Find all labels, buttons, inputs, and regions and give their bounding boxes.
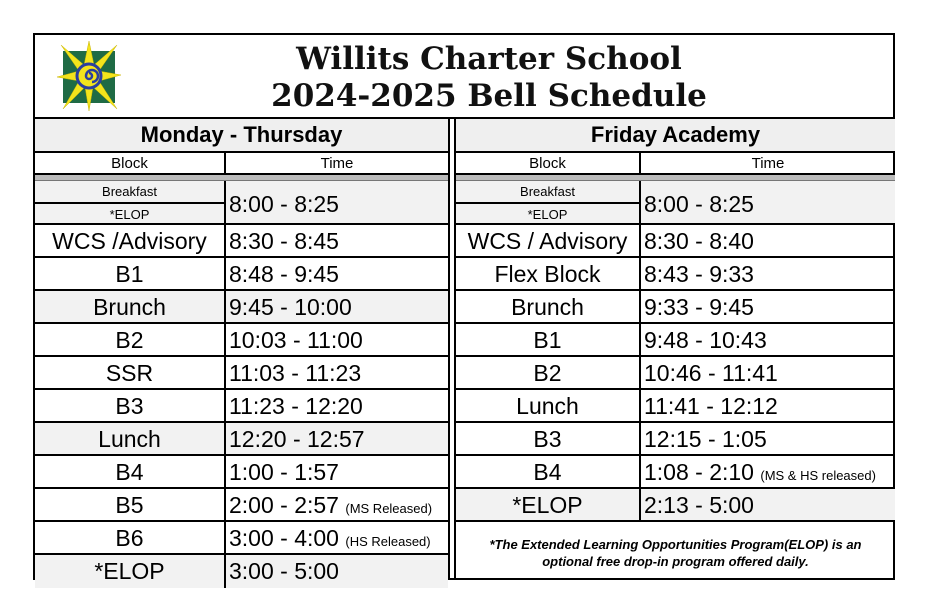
- time-value: 3:00 - 4:00: [229, 525, 339, 551]
- time-cell: [641, 225, 895, 256]
- time-cell: 8:00 - 8:25: [644, 191, 754, 217]
- table-row: [456, 258, 895, 291]
- table-row: [35, 423, 448, 456]
- block-cell: B4: [35, 456, 226, 487]
- time-cell: [641, 291, 895, 322]
- time-value: 12:20 - 12:57: [229, 426, 365, 452]
- block-cell: SSR: [35, 357, 226, 388]
- table-row: [456, 390, 895, 423]
- time-value: 12:15 - 1:05: [644, 426, 767, 452]
- table-row: [456, 489, 895, 522]
- table-row: [456, 324, 895, 357]
- time-value: 11:03 - 11:23: [229, 360, 362, 386]
- block-cell: *ELOP: [35, 555, 226, 588]
- block-cell: Lunch: [35, 423, 226, 454]
- section-title: Monday - Thursday: [35, 119, 448, 153]
- table-row: [456, 357, 895, 390]
- time-value: 8:30 - 8:40: [644, 228, 754, 254]
- time-cell: [641, 258, 895, 289]
- time-cell: [226, 456, 448, 487]
- table-row: [456, 291, 895, 324]
- block-cell: *ELOP: [109, 207, 150, 222]
- time-value: 9:33 - 9:45: [644, 294, 754, 320]
- block-header: Block: [456, 153, 641, 173]
- time-value: 10:03 - 11:00: [229, 327, 363, 353]
- block-cell: Brunch: [456, 291, 641, 322]
- table-row: [456, 225, 895, 258]
- table-row: [456, 423, 895, 456]
- table-row: [35, 357, 448, 390]
- block-cell: Lunch: [456, 390, 641, 421]
- block-cell: B5: [35, 489, 226, 520]
- time-value: 8:43 - 9:33: [644, 261, 754, 287]
- monday-thursday-table: [35, 119, 450, 584]
- block-cell: B2: [35, 324, 226, 355]
- block-cell: Brunch: [35, 291, 226, 322]
- time-cell: [226, 324, 448, 355]
- time-value: 2:13 - 5:00: [644, 492, 754, 518]
- release-note: (MS Released): [345, 501, 433, 516]
- release-note: (HS Released): [345, 534, 431, 549]
- elop-footnote: *The Extended Learning Opportunities Program(ELOP) is an optional free drop-in program offered daily.: [489, 537, 862, 569]
- time-cell: [641, 390, 895, 421]
- table-row: [456, 181, 895, 225]
- time-value: 1:00 - 1:57: [229, 459, 339, 485]
- time-header: Time: [751, 155, 785, 172]
- time-value: 8:48 - 9:45: [229, 261, 339, 287]
- schedule-title: 2024-2025 Bell Schedule: [271, 78, 707, 114]
- block-cell: B4: [456, 456, 641, 487]
- block-cell: Breakfast: [456, 181, 639, 204]
- time-value: 9:48 - 10:43: [644, 327, 767, 353]
- time-cell: [641, 423, 895, 454]
- table-row: [35, 258, 448, 291]
- bell-schedule: [33, 33, 895, 584]
- table-row: [35, 291, 448, 324]
- column-headers: [35, 153, 448, 175]
- block-cell: *ELOP: [456, 489, 641, 520]
- time-value: 11:41 - 12:12: [644, 393, 778, 419]
- time-cell: [641, 357, 895, 388]
- time-cell: [641, 324, 895, 355]
- time-cell: [226, 522, 448, 553]
- time-cell: [226, 291, 448, 322]
- table-row: [35, 225, 448, 258]
- block-cell: B3: [456, 423, 641, 454]
- time-value: 2:00 - 2:57: [229, 492, 339, 518]
- time-cell: [641, 489, 895, 520]
- table-row: [456, 456, 895, 489]
- time-cell: [226, 489, 448, 520]
- time-cell: [226, 555, 448, 588]
- time-cell: 8:00 - 8:25: [229, 191, 339, 217]
- release-note: (MS & HS released): [760, 468, 876, 483]
- table-row: [35, 489, 448, 522]
- time-cell: [226, 423, 448, 454]
- column-headers: [456, 153, 895, 175]
- block-cell: B6: [35, 522, 226, 553]
- time-cell: [226, 225, 448, 256]
- table-row: [35, 390, 448, 423]
- block-cell: B1: [456, 324, 641, 355]
- time-value: 1:08 - 2:10: [644, 459, 754, 485]
- friday-table: [454, 119, 895, 578]
- time-header: Time: [320, 155, 354, 172]
- block-cell: WCS /Advisory: [35, 225, 226, 256]
- block-cell: Flex Block: [456, 258, 641, 289]
- block-cell: Breakfast: [35, 181, 224, 204]
- table-row: [35, 456, 448, 489]
- time-value: 10:46 - 11:41: [644, 360, 778, 386]
- table-row: [35, 181, 448, 225]
- table-row: [35, 522, 448, 555]
- time-cell: [641, 456, 895, 487]
- block-cell: B3: [35, 390, 226, 421]
- block-cell: *ELOP: [527, 207, 568, 222]
- block-header: Block: [35, 153, 226, 173]
- table-row: [35, 324, 448, 357]
- time-value: 9:45 - 10:00: [229, 294, 352, 320]
- time-cell: [226, 357, 448, 388]
- time-value: 11:23 - 12:20: [229, 393, 363, 419]
- school-name: Willits Charter School: [296, 41, 682, 77]
- section-title: Friday Academy: [456, 119, 895, 153]
- time-cell: [226, 258, 448, 289]
- time-value: 3:00 - 5:00: [229, 558, 339, 584]
- table-row: [35, 555, 448, 588]
- header: [35, 35, 893, 119]
- block-cell: WCS / Advisory: [456, 225, 641, 256]
- time-value: 8:30 - 8:45: [229, 228, 339, 254]
- block-cell: B1: [35, 258, 226, 289]
- time-cell: [226, 390, 448, 421]
- block-cell: B2: [456, 357, 641, 388]
